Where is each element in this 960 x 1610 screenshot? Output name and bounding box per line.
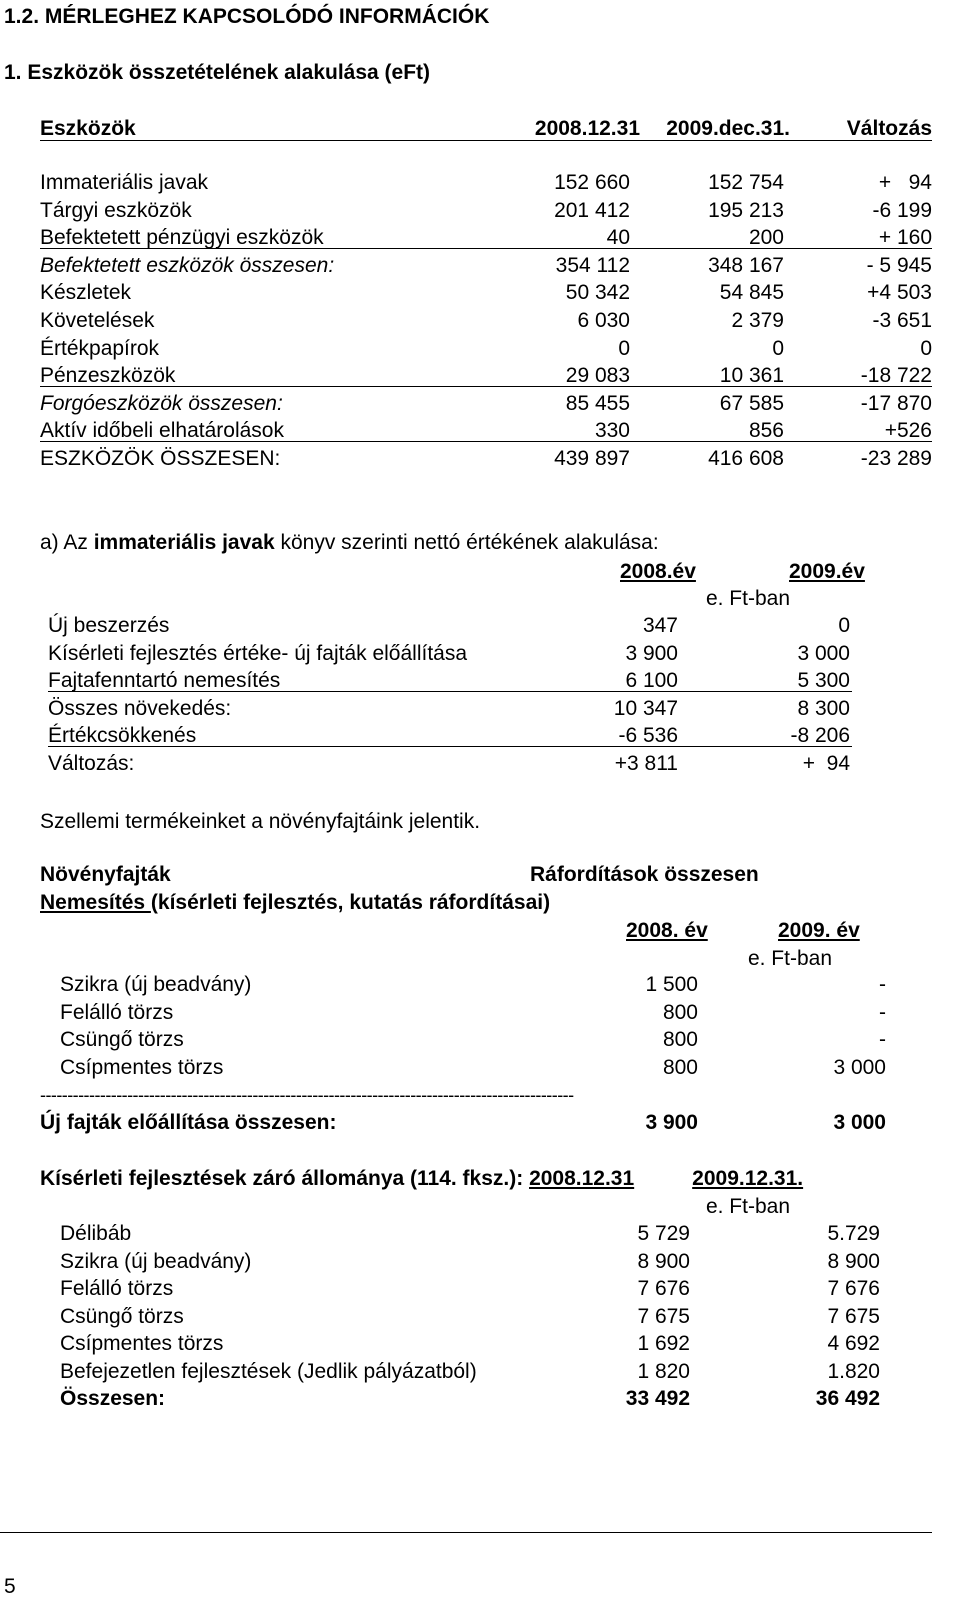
experimental-row-2008: 5 729 xyxy=(637,1222,690,1245)
assets-header-underline xyxy=(40,140,932,141)
plant-unit: e. Ft-ban xyxy=(747,947,832,970)
intangible-intro-prefix: a) Az xyxy=(40,531,94,554)
intangible-row-2009: + 94 xyxy=(802,752,850,775)
experimental-row-2008: 7 675 xyxy=(637,1304,690,1328)
experimental-row-label: Csípmentes törzs xyxy=(60,1332,224,1356)
intangible-row-2009: 0 xyxy=(838,614,850,637)
plant-varieties-col-right: Ráfordítások összesen xyxy=(530,863,759,886)
experimental-total-label: Összesen: xyxy=(60,1387,166,1410)
experimental-row-2008: 8 900 xyxy=(637,1249,690,1273)
new-varieties-total-label: Új fajták előállítása összesen: xyxy=(40,1111,337,1134)
experimental-row-label: Felálló törzs xyxy=(60,1277,174,1301)
asset-row-change: 0 xyxy=(920,336,932,360)
dashed-separator: -------------------------------------------------------------------------------------------------- xyxy=(40,1085,574,1105)
intangible-col-2009: 2009.év xyxy=(789,560,865,583)
section-heading: 1. Eszközök összetételének alakulása (eFt) xyxy=(4,61,431,84)
asset-row-change: -3 651 xyxy=(872,309,932,332)
assets-header-2008: 2008.12.31 xyxy=(534,117,640,140)
asset-row-underline xyxy=(40,248,932,249)
page-number: 5 xyxy=(4,1575,16,1598)
asset-row-2009: 0 xyxy=(772,336,784,360)
asset-row-2008: 354 112 xyxy=(555,253,630,277)
experimental-col-2009: 2009.12.31. xyxy=(692,1167,804,1190)
footer-rule xyxy=(0,1532,932,1533)
experimental-row-2009: 4 692 xyxy=(827,1332,880,1356)
experimental-row-label: Csüngő törzs xyxy=(60,1304,184,1328)
experimental-row-label: Szikra (új beadvány) xyxy=(60,1249,252,1273)
asset-row-label: ESZKÖZÖK ÖSSZESEN: xyxy=(40,447,281,470)
new-varieties-total-2009: 3 000 xyxy=(833,1111,886,1134)
intangible-row-underline xyxy=(48,691,852,692)
asset-row-2009: 856 xyxy=(748,419,784,443)
page-heading: 1.2. MÉRLEGHEZ KAPCSOLÓDÓ INFORMÁCIÓK xyxy=(4,5,490,28)
asset-row-2009: 10 361 xyxy=(719,364,784,388)
plant-col-2008: 2008. év xyxy=(626,919,708,942)
intangible-row-label: Értékcsökkenés xyxy=(48,724,197,748)
plant-row-label: Csüngő törzs xyxy=(60,1028,184,1052)
asset-row-change: + 94 xyxy=(878,171,932,194)
asset-row-label: Készletek xyxy=(40,281,132,305)
experimental-row-2009: 7 676 xyxy=(827,1277,880,1301)
asset-row-label: Értékpapírok xyxy=(40,336,160,360)
asset-row-2008: 50 342 xyxy=(565,281,630,305)
asset-row-change: +526 xyxy=(884,419,932,443)
asset-row-2009: 2 379 xyxy=(731,309,784,332)
plant-row-2009: 3 000 xyxy=(833,1055,886,1079)
asset-row-change: + 160 xyxy=(878,226,932,250)
asset-row-label: Forgóeszközök összesen: xyxy=(40,391,283,415)
plant-row-2008: 800 xyxy=(662,1000,698,1024)
breeding-label: Nemesítés xyxy=(40,891,151,914)
asset-row-change: -17 870 xyxy=(860,391,932,415)
asset-row-label: Befektetett pénzügyi eszközök xyxy=(40,226,324,250)
asset-row-label: Követelések xyxy=(40,309,155,332)
breeding-desc: (kísérleti fejlesztés, kutatás ráfordításai) xyxy=(150,891,551,914)
asset-row-change: -23 289 xyxy=(860,447,932,470)
experimental-title: Kísérleti fejlesztések záró állománya (114. fksz.): xyxy=(40,1167,530,1190)
asset-row-2008: 439 897 xyxy=(554,447,630,470)
plant-row-label: Csípmentes törzs xyxy=(60,1055,224,1079)
asset-row-2009: 67 585 xyxy=(719,391,784,415)
asset-row-label: Aktív időbeli elhatárolások xyxy=(40,419,284,443)
experimental-total-2008: 33 492 xyxy=(625,1387,690,1410)
experimental-row-label: Befejezetlen fejlesztések (Jedlik pályázatból) xyxy=(60,1360,477,1383)
intellectual-note: Szellemi termékeinket a növényfajtáink jelentik. xyxy=(40,810,481,833)
asset-row-2008: 29 083 xyxy=(565,364,630,388)
assets-header-label: Eszközök xyxy=(40,117,136,140)
asset-row-2008: 85 455 xyxy=(565,391,630,415)
plant-row-2008: 800 xyxy=(662,1028,698,1052)
asset-row-2009: 54 845 xyxy=(719,281,784,305)
asset-row-label: Befektetett eszközök összesen: xyxy=(40,253,335,277)
plant-row-2009: - xyxy=(879,1000,886,1024)
asset-row-2008: 330 xyxy=(594,419,630,443)
intangible-row-label: Új beszerzés xyxy=(48,614,170,637)
intangible-row-label: Fajtafenntartó nemesítés xyxy=(48,669,281,693)
breeding-line xyxy=(40,890,550,916)
experimental-row-2009: 8 900 xyxy=(827,1249,880,1273)
new-varieties-total-2008: 3 900 xyxy=(645,1111,698,1134)
experimental-row-2009: 5.729 xyxy=(827,1222,880,1245)
intangible-row-label: Összes növekedés: xyxy=(48,696,232,720)
assets-header-2009: 2009.dec.31. xyxy=(666,117,790,140)
plant-row-label: Felálló törzs xyxy=(60,1000,174,1024)
intangible-row-2009: 8 300 xyxy=(797,696,850,720)
asset-row-2008: 40 xyxy=(606,226,630,250)
asset-row-label: Pénzeszközök xyxy=(40,364,176,388)
asset-row-2009: 195 213 xyxy=(708,198,784,222)
intangible-row-2008: 3 900 xyxy=(625,641,678,665)
asset-row-2009: 348 167 xyxy=(708,253,784,277)
intangible-row-2008: 6 100 xyxy=(625,669,678,693)
plant-row-2009: - xyxy=(879,973,886,996)
intangible-intro xyxy=(40,530,659,556)
intangible-col-2008: 2008.év xyxy=(620,560,696,583)
asset-row-change: -6 199 xyxy=(872,198,932,222)
plant-row-2008: 800 xyxy=(662,1055,698,1079)
asset-row-underline xyxy=(40,441,932,442)
asset-row-2008: 152 660 xyxy=(554,171,630,194)
asset-row-label: Tárgyi eszközök xyxy=(40,198,192,222)
plant-col-2009: 2009. év xyxy=(778,919,860,942)
experimental-row-2009: 1.820 xyxy=(827,1360,880,1383)
intangible-row-2008: 347 xyxy=(642,614,678,637)
experimental-row-2009: 7 675 xyxy=(827,1304,880,1328)
asset-row-2008: 6 030 xyxy=(577,309,630,332)
asset-row-2008: 201 412 xyxy=(554,198,630,222)
asset-row-change: - 5 945 xyxy=(866,253,932,277)
intangible-row-2009: -8 206 xyxy=(790,724,850,748)
asset-row-change: -18 722 xyxy=(860,364,932,388)
intangible-row-label: Kísérleti fejlesztés értéke- új fajták előállítása xyxy=(48,641,468,665)
intangible-row-label: Változás: xyxy=(48,752,135,775)
experimental-row-2008: 7 676 xyxy=(637,1277,690,1301)
intangible-intro-bold: immateriális javak xyxy=(93,531,275,554)
experimental-col-2008: 2008.12.31 xyxy=(529,1167,635,1190)
asset-row-2009: 416 608 xyxy=(708,447,784,470)
plant-varieties-col-left: Növényfajták xyxy=(40,863,171,886)
experimental-row-2008: 1 692 xyxy=(637,1332,690,1356)
experimental-title-line xyxy=(40,1166,803,1192)
plant-row-2009: - xyxy=(879,1028,886,1052)
intangible-row-2008: -6 536 xyxy=(618,724,678,748)
experimental-row-label: Délibáb xyxy=(60,1222,132,1245)
experimental-row-2008: 1 820 xyxy=(637,1360,690,1383)
asset-row-2008: 0 xyxy=(618,336,630,360)
asset-row-change: +4 503 xyxy=(867,281,932,305)
intangible-unit: e. Ft-ban xyxy=(705,587,790,610)
asset-row-underline xyxy=(40,386,932,387)
intangible-row-underline xyxy=(48,746,852,747)
asset-row-label: Immateriális javak xyxy=(40,171,209,194)
experimental-total-2009: 36 492 xyxy=(815,1387,880,1410)
intangible-intro-suffix: könyv szerinti nettó értékének alakulása: xyxy=(274,531,659,554)
intangible-row-2009: 5 300 xyxy=(797,669,850,693)
asset-row-2009: 200 xyxy=(748,226,784,250)
assets-header-change: Változás xyxy=(846,117,932,140)
plant-row-2008: 1 500 xyxy=(645,973,698,996)
experimental-unit: e. Ft-ban xyxy=(705,1195,790,1218)
intangible-row-2009: 3 000 xyxy=(797,641,850,665)
intangible-row-2008: +3 811 xyxy=(614,752,678,775)
plant-row-label: Szikra (új beadvány) xyxy=(60,973,252,996)
asset-row-2009: 152 754 xyxy=(708,171,784,194)
intangible-row-2008: 10 347 xyxy=(613,696,678,720)
